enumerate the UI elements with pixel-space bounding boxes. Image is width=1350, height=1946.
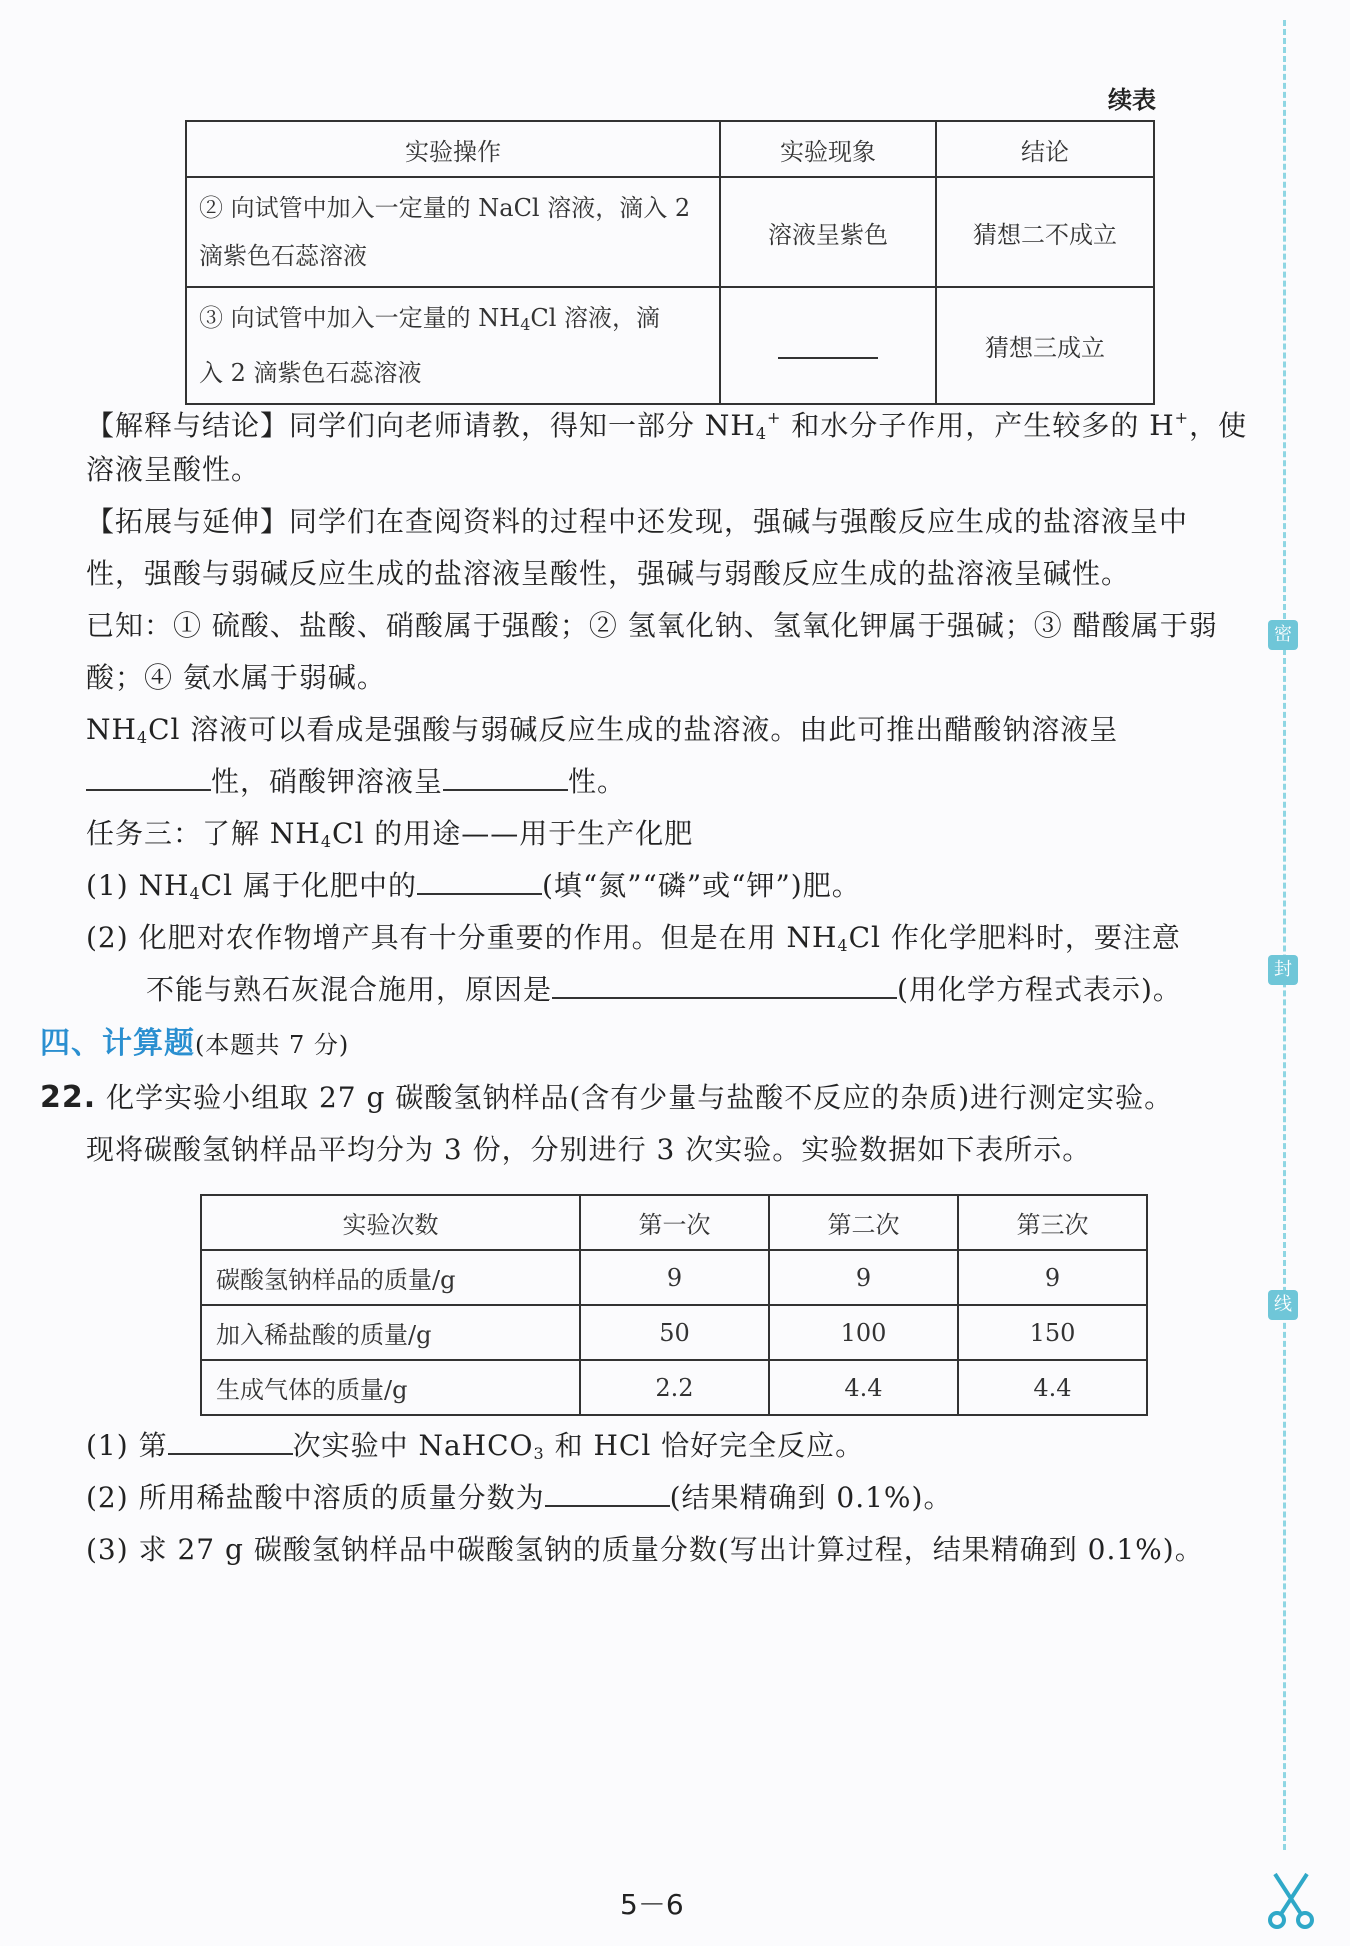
answer-blank[interactable]: [86, 759, 211, 791]
answer-blank[interactable]: [168, 1423, 293, 1455]
conclusion-cell: 猜想三成立: [936, 287, 1154, 404]
table-row: [186, 177, 1154, 287]
question-2-line: (2) 化肥对农作物增产具有十分重要的作用。但是在用 $NH_4Cl$ 作化学肥料时，要注意: [86, 921, 1181, 955]
operation-text: 滴紫色石蕊溶液: [199, 242, 367, 270]
operation-text: 入 2 滴紫色石蕊溶液: [199, 359, 422, 387]
cut-line: [1283, 20, 1286, 1850]
experiment-table: [185, 120, 1155, 405]
answer-blank[interactable]: [417, 863, 542, 895]
answer-blank[interactable]: [552, 967, 897, 999]
data-table: [200, 1194, 1148, 1416]
operation-text: ③ 向试管中加入一定量的 $NH_4Cl$ 溶液，滴: [199, 304, 661, 334]
table-cell: 50: [580, 1305, 769, 1360]
operation-cell: [186, 287, 720, 404]
inference-line: $NH_4Cl$ 溶液可以看成是强酸与弱碱反应生成的盐溶液。由此可推出醋酸钠溶液呈: [86, 713, 1119, 747]
table-row: [186, 287, 1154, 404]
known-line: 酸；④ 氨水属于弱碱。: [86, 661, 386, 694]
known-line: 已知：① 硫酸、盐酸、硝酸属于强酸；② 氢氧化钠、氢氧化钾属于强碱；③ 醋酸属于弱: [86, 609, 1218, 642]
table-cell: 150: [958, 1305, 1147, 1360]
table-cell: 9: [769, 1250, 958, 1305]
col-header: 第三次: [958, 1195, 1147, 1250]
explanation-line: 【解释与结论】同学们向老师请教，得知一部分 $NH_4^+$ 和水分子作用，产生较多的 H+，使: [86, 408, 1248, 443]
side-mark-mi: 密: [1268, 620, 1298, 650]
table-row: [201, 1250, 1147, 1305]
table-cell: 100: [769, 1305, 958, 1360]
answer-blank[interactable]: [443, 759, 568, 791]
col-header: 第二次: [769, 1195, 958, 1250]
table-cell: 4.4: [958, 1360, 1147, 1415]
subquestion-2-line: (2) 所用稀盐酸中溶质的质量分数为 (结果精确到 0.1%)。: [86, 1472, 952, 1524]
side-mark-xian: 线: [1268, 1290, 1298, 1320]
col-header: 实验次数: [201, 1195, 580, 1250]
table-cell: 2.2: [580, 1360, 769, 1415]
answer-blank[interactable]: [778, 327, 878, 359]
col-header: 结论: [936, 121, 1154, 177]
col-header: 第一次: [580, 1195, 769, 1250]
table-cell: 9: [958, 1250, 1147, 1305]
extension-line: 【拓展与延伸】同学们在查阅资料的过程中还发现，强碱与强酸反应生成的盐溶液呈中: [86, 505, 1189, 538]
row-label: 加入稀盐酸的质量/g: [201, 1305, 580, 1360]
subquestion-3-line: (3) 求 27 g 碳酸氢钠样品中碳酸氢钠的质量分数(写出计算过程，结果精确到 0.1%)。: [86, 1533, 1204, 1566]
table-row: [201, 1305, 1147, 1360]
answer-blank[interactable]: [545, 1475, 670, 1507]
scissors-icon: [1265, 1870, 1317, 1930]
inference-line: 性，硝酸钾溶液呈 性。: [86, 756, 626, 808]
section-heading: 四、计算题(本题共 7 分): [40, 1026, 350, 1061]
side-mark-feng: 封: [1268, 955, 1298, 985]
row-label: 生成气体的质量/g: [201, 1360, 580, 1415]
explanation-line: 溶液呈酸性。: [86, 453, 261, 486]
question-22-line: 现将碳酸氢钠样品平均分为 3 份，分别进行 3 次实验。实验数据如下表所示。: [86, 1133, 1092, 1166]
table-cell: 4.4: [769, 1360, 958, 1415]
table-cell: 9: [580, 1250, 769, 1305]
table-row: [201, 1360, 1147, 1415]
question-1-line: (1) $NH_4Cl$ 属于化肥中的 (填“氮”“磷”或“钾”)肥。: [86, 860, 861, 920]
operation-cell: [186, 177, 720, 287]
col-header: 实验现象: [720, 121, 936, 177]
phenomenon-cell: 溶液呈紫色: [720, 177, 936, 287]
question-2-line: 不能与熟石灰混合施用，原因是 (用化学方程式表示)。: [146, 964, 1182, 1016]
phenomenon-blank-cell: [720, 287, 936, 404]
extension-line: 性，强酸与弱碱反应生成的盐溶液呈酸性，强碱与弱酸反应生成的盐溶液呈碱性。: [86, 557, 1131, 590]
page-number: 5－6: [620, 1888, 684, 1921]
row-label: 碳酸氢钠样品的质量/g: [201, 1250, 580, 1305]
task-three-line: 任务三：了解 $NH_4Cl$ 的用途——用于生产化肥: [86, 817, 694, 851]
operation-text: ② 向试管中加入一定量的 NaCl 溶液，滴入 2: [199, 194, 691, 222]
question-22-line: 22. 化学实验小组取 27 g 碳酸氢钠样品(含有少量与盐酸不反应的杂质)进行测定实验。: [40, 1080, 1174, 1115]
conclusion-cell: 猜想二不成立: [936, 177, 1154, 287]
continue-label: 续表: [1108, 86, 1156, 114]
col-header: 实验操作: [186, 121, 720, 177]
subquestion-1-line: (1) 第 次实验中 NaHCO$_3$ 和 HCl 恰好完全反应。: [86, 1420, 864, 1480]
